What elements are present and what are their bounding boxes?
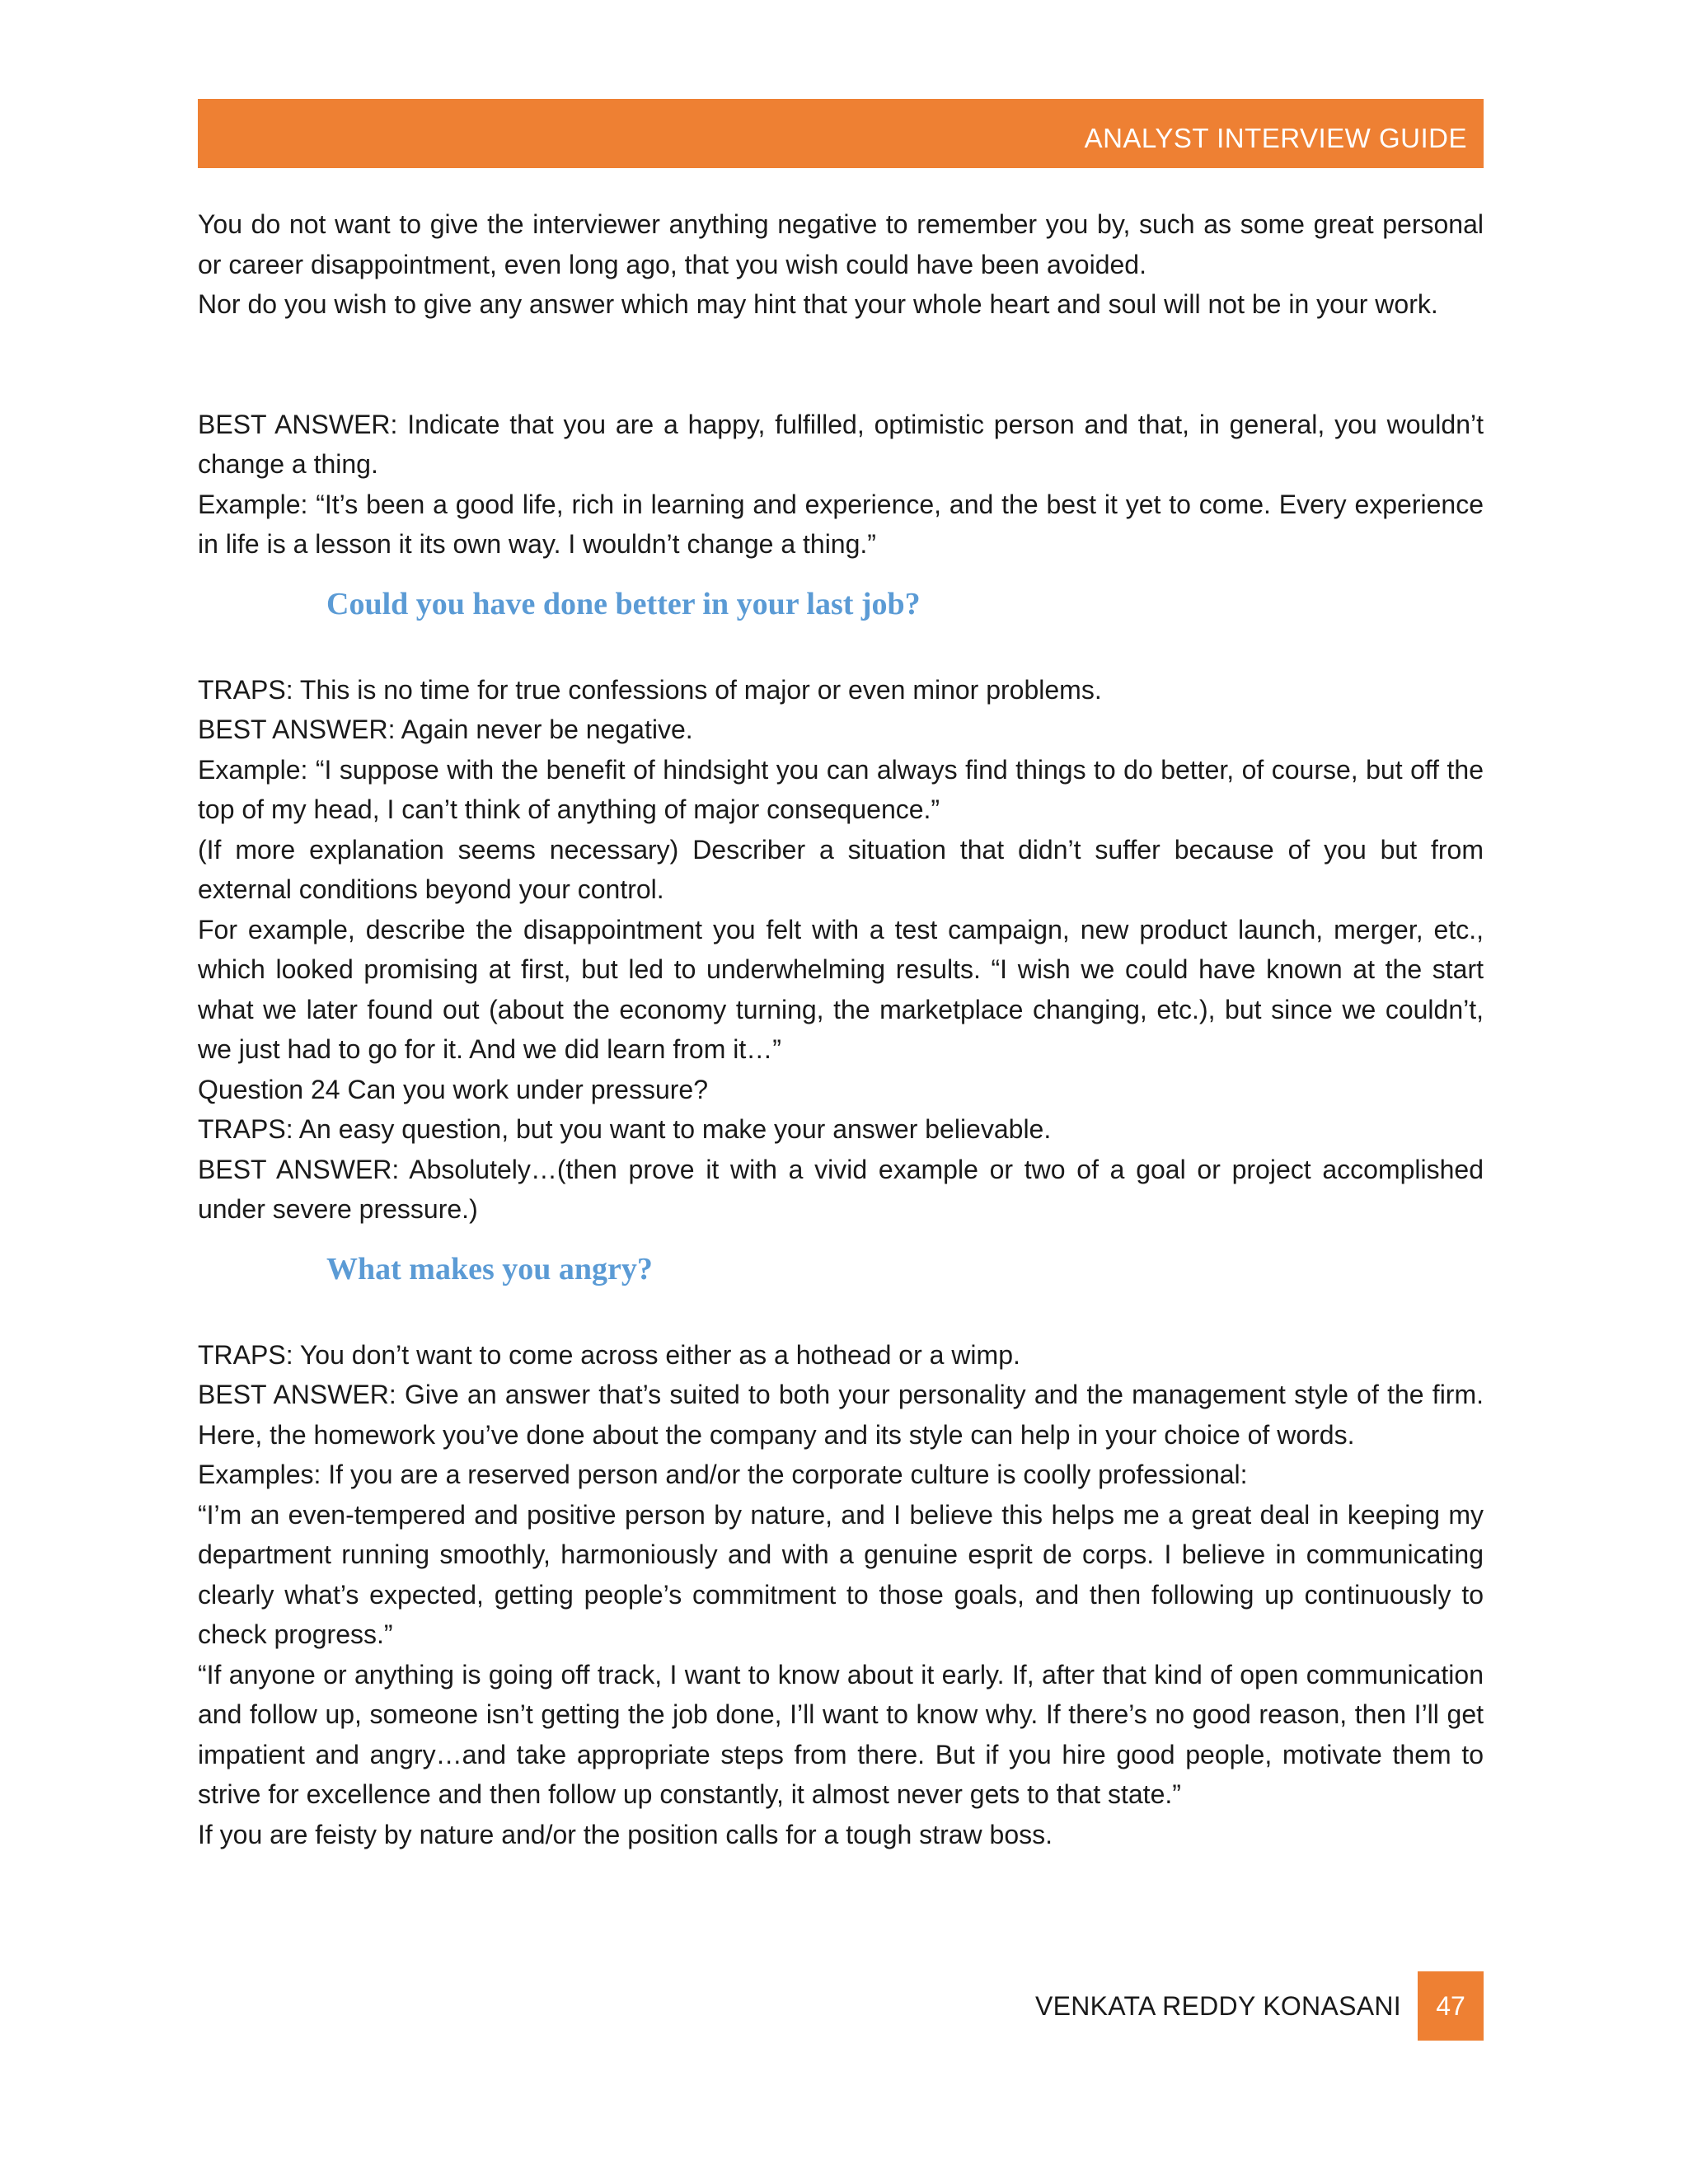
paragraph: BEST ANSWER: Give an answer that’s suited to both your personality and the management style of the firm. Here, the homework you’ve done about the company and its style can help in your choice of words. xyxy=(198,1380,1484,1450)
paragraph: Nor do you wish to give any answer which may hint that your whole heart and soul will not be in your work. xyxy=(198,289,1438,319)
paragraph: (If more explanation seems necessary) Describer a situation that didn’t suffer because of you but from external conditions beyond your control. xyxy=(198,834,1484,904)
paragraph: BEST ANSWER: Absolutely…(then prove it with a vivid example or two of a goal or project accomplished under severe pressure.) xyxy=(198,1154,1484,1224)
paragraph: “I’m an even-tempered and positive person by nature, and I believe this helps me a great deal in keeping my department running smoothly, harmoniously and with a genuine esprit de corps. I believe in communicating clearly what’s expected, getting people’s commitment to those goals, and then following up continuously to check progress.” xyxy=(198,1499,1484,1649)
paragraph: For example, describe the disappointment you felt with a test campaign, new product launch, merger, etc., which looked promising at first, but led to underwhelming results. “I wish we could have known at the start what we later found out (about the economy turning, the marketplace changing, etc.), but since we couldn’t, we just had to go for it. And we did learn from it…” xyxy=(198,914,1484,1064)
page-footer xyxy=(198,1971,1484,2041)
section-heading: What makes you angry? xyxy=(326,1251,653,1286)
paragraph: Examples: If you are a reserved person and/or the corporate culture is coolly professional: xyxy=(198,1460,1248,1489)
paragraph: “If anyone or anything is going off track, I want to know about it early. If, after that kind of open communication and follow up, someone isn’t getting the job done, I’ll want to know why. If there’s no good reason, then I’ll get impatient and angry…and take appropriate steps from there. But if you hire good people, motivate them to strive for excellence and then follow up constantly, it almost never gets to that state.” xyxy=(198,1659,1484,1809)
section-heading: Could you have done better in your last job? xyxy=(326,586,921,621)
footer-author: VENKATA REDDY KONASANI xyxy=(1034,1990,1401,2021)
paragraph: TRAPS: You don’t want to come across either as a hothead or a wimp. xyxy=(198,1339,1020,1370)
paragraph: Example: “It’s been a good life, rich in learning and experience, and the best it yet to come. Every experience in life is a lesson it its own way. I wouldn’t change a thing.” xyxy=(198,489,1484,559)
paragraph: BEST ANSWER: Again never be negative. xyxy=(198,715,693,744)
page-number-badge: 47 xyxy=(1418,1971,1484,2041)
paragraph: You do not want to give the interviewer anything negative to remember you by, such as some great personal or career disappointment, even long ago, that you wish could have been avoided. xyxy=(198,209,1484,279)
page-content xyxy=(198,204,1484,1854)
paragraph: Question 24 Can you work under pressure? xyxy=(198,1074,709,1104)
spacer xyxy=(198,325,1484,405)
paragraph: TRAPS: This is no time for true confessions of major or even minor problems. xyxy=(198,674,1102,705)
paragraph: If you are feisty by nature and/or the position calls for a tough straw boss. xyxy=(198,1819,1053,1849)
paragraph: Example: “I suppose with the benefit of hindsight you can always find things to do better, of course, but off the top of my head, I can’t think of anything of major consequence.” xyxy=(198,754,1484,824)
paragraph: TRAPS: An easy question, but you want to make your answer believable. xyxy=(198,1114,1052,1144)
paragraph: BEST ANSWER: Indicate that you are a happy, fulfilled, optimistic person and that, in general, you wouldn’t change a thing. xyxy=(198,409,1484,479)
header-bar xyxy=(198,99,1484,168)
header-title: ANALYST INTERVIEW GUIDE xyxy=(1084,123,1467,153)
